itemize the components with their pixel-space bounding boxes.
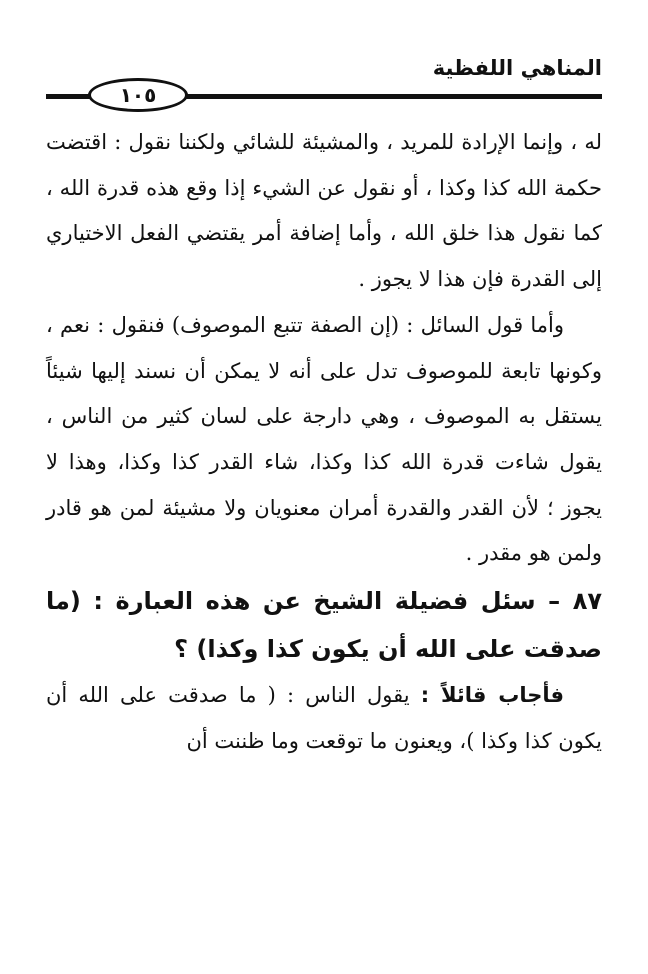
running-title: المناهي اللفظية: [432, 56, 602, 80]
page-number: ١٠٥: [88, 78, 188, 112]
page-body: [46, 120, 602, 764]
answer-lead: فأجاب قائلاً :: [420, 683, 564, 708]
paragraph: وأما قول السائل : (إن الصفة تتبع الموصوف) فنقول : نعم ، وكونها تابعة للموصوف تدل على أنه لا يمكن أن نسند إليها شيئاً يستقل به الموصوف ، وهي دارجة على لسان كثير من الناس ، يقول شاءت قدرة الله كذا وكذا، شاء القدر كذا وكذا، وهذا لا يجوز ؛ لأن القدر والقدرة أمران معنويان ولا مشيئة لمن هو قادر ولمن هو مقدر .: [46, 312, 602, 566]
answer-text: يقول الناس : ( ما صدقت على الله أن يكون كذا وكذا )، ويعنون ما توقعت وما ظننت أن: [46, 683, 602, 753]
question-heading: ٨٧ – سئل فضيلة الشيخ عن هذه العبارة : (ما صدقت على الله أن يكون كذا وكذا) ؟: [46, 587, 602, 664]
answer-paragraph: [46, 673, 602, 764]
paragraph: له ، وإنما الإرادة للمريد ، والمشيئة للشائي ولكننا نقول : اقتضت حكمة الله كذا وكذا ، أو نقول عن الشيء إذا وقع هذه قدرة الله ، كما نقول هذا خلق الله ، وأما إضافة أمر يقتضي الفعل الاختياري إلى القدرة فإن هذا لا يجوز .: [46, 130, 602, 292]
page-header: [46, 48, 602, 108]
